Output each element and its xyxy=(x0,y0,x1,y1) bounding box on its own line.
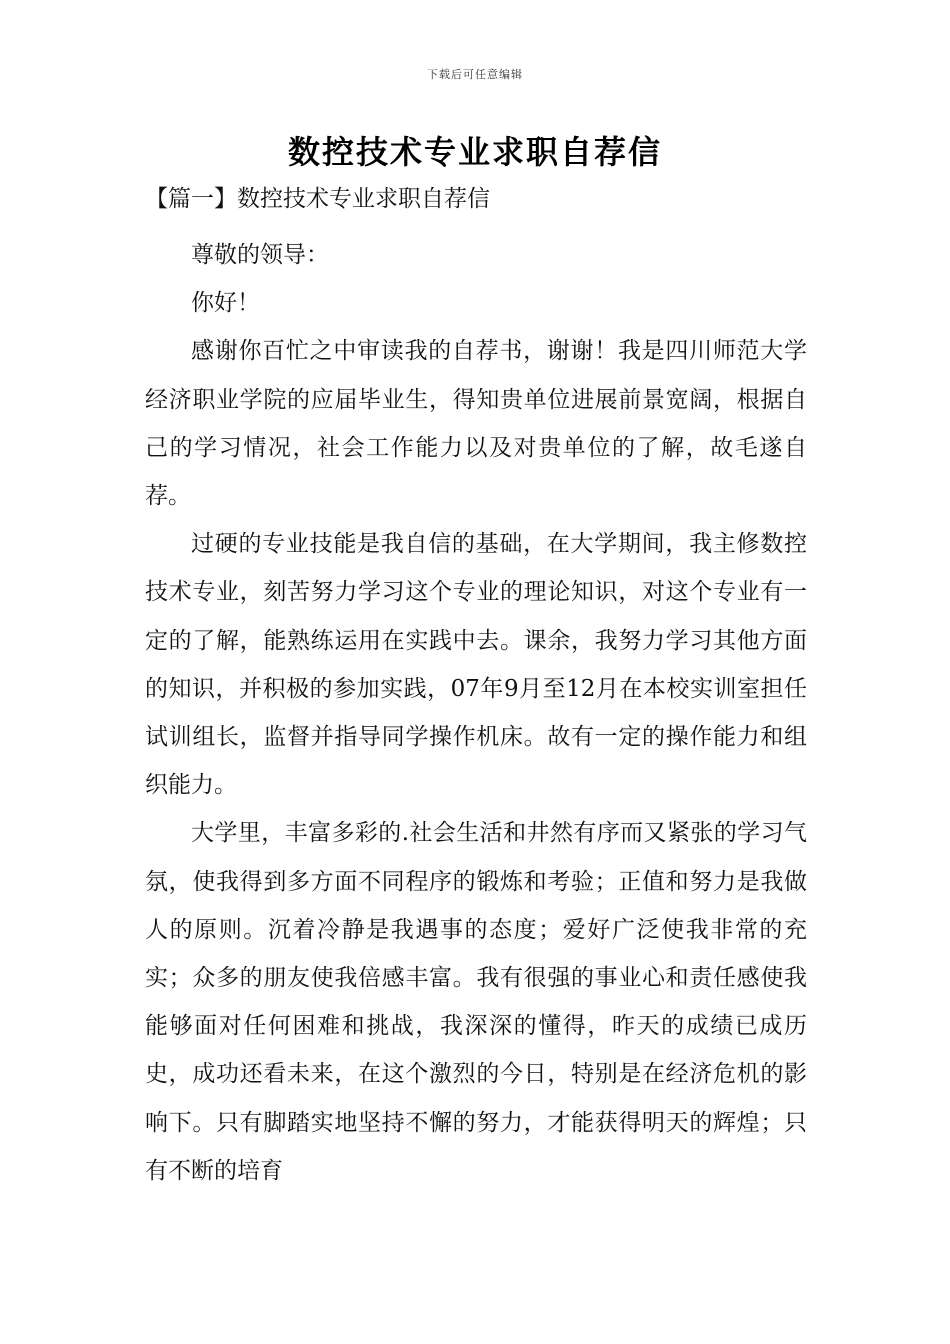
paragraph-introduction: 感谢你百忙之中审读我的自荐书，谢谢！我是四川师范大学经济职业学院的应届毕业生，得知贵单位进展前景宽阔，根据自己的学习情况，社会工作能力以及对贵单位的了解，故毛遂自荐。 xyxy=(145,338,807,510)
document-title: 数控技术专业求职自荐信 xyxy=(287,133,662,171)
paragraph-university-life: 大学里，丰富多彩的.社会生活和井然有序而又紧张的学习气氛，使我得到多方面不同程序的锻炼和考验；正值和努力是我做人的原则。沉着冷静是我遇事的态度；爱好广泛使我非常的充实；众多的朋友使我倍感丰富。我有很强的事业心和责任感使我能够面对任何困难和挑战，我深深的懂得，昨天的成绩已成历史，成功还看未来，在这个激烈的今日，特别是在经济危机的影响下。只有脚踏实地坚持不懈的努力，才能获得明天的辉煌；只有不断的培育 xyxy=(145,820,807,1184)
paragraph-professional-skills: 过硬的专业技能是我自信的基础，在大学期间，我主修数控技术专业，刻苦努力学习这个专业的理论知识，对这个专业有一定的了解，能熟练运用在实践中去。课余，我努力学习其他方面的知识，并积极的参加实践，07年9月至12月在本校实训室担任试训组长，监督并指导同学操作机床。故有一定的操作能力和组织能力。 xyxy=(145,531,807,799)
letter-body xyxy=(145,231,807,1195)
section-subheading: 【篇一】数控技术专业求职自荐信 xyxy=(145,186,490,212)
salutation: 尊敬的领导： xyxy=(191,242,329,268)
header-note: 下载后可任意编辑 xyxy=(427,68,523,81)
greeting: 你好！ xyxy=(191,290,260,317)
